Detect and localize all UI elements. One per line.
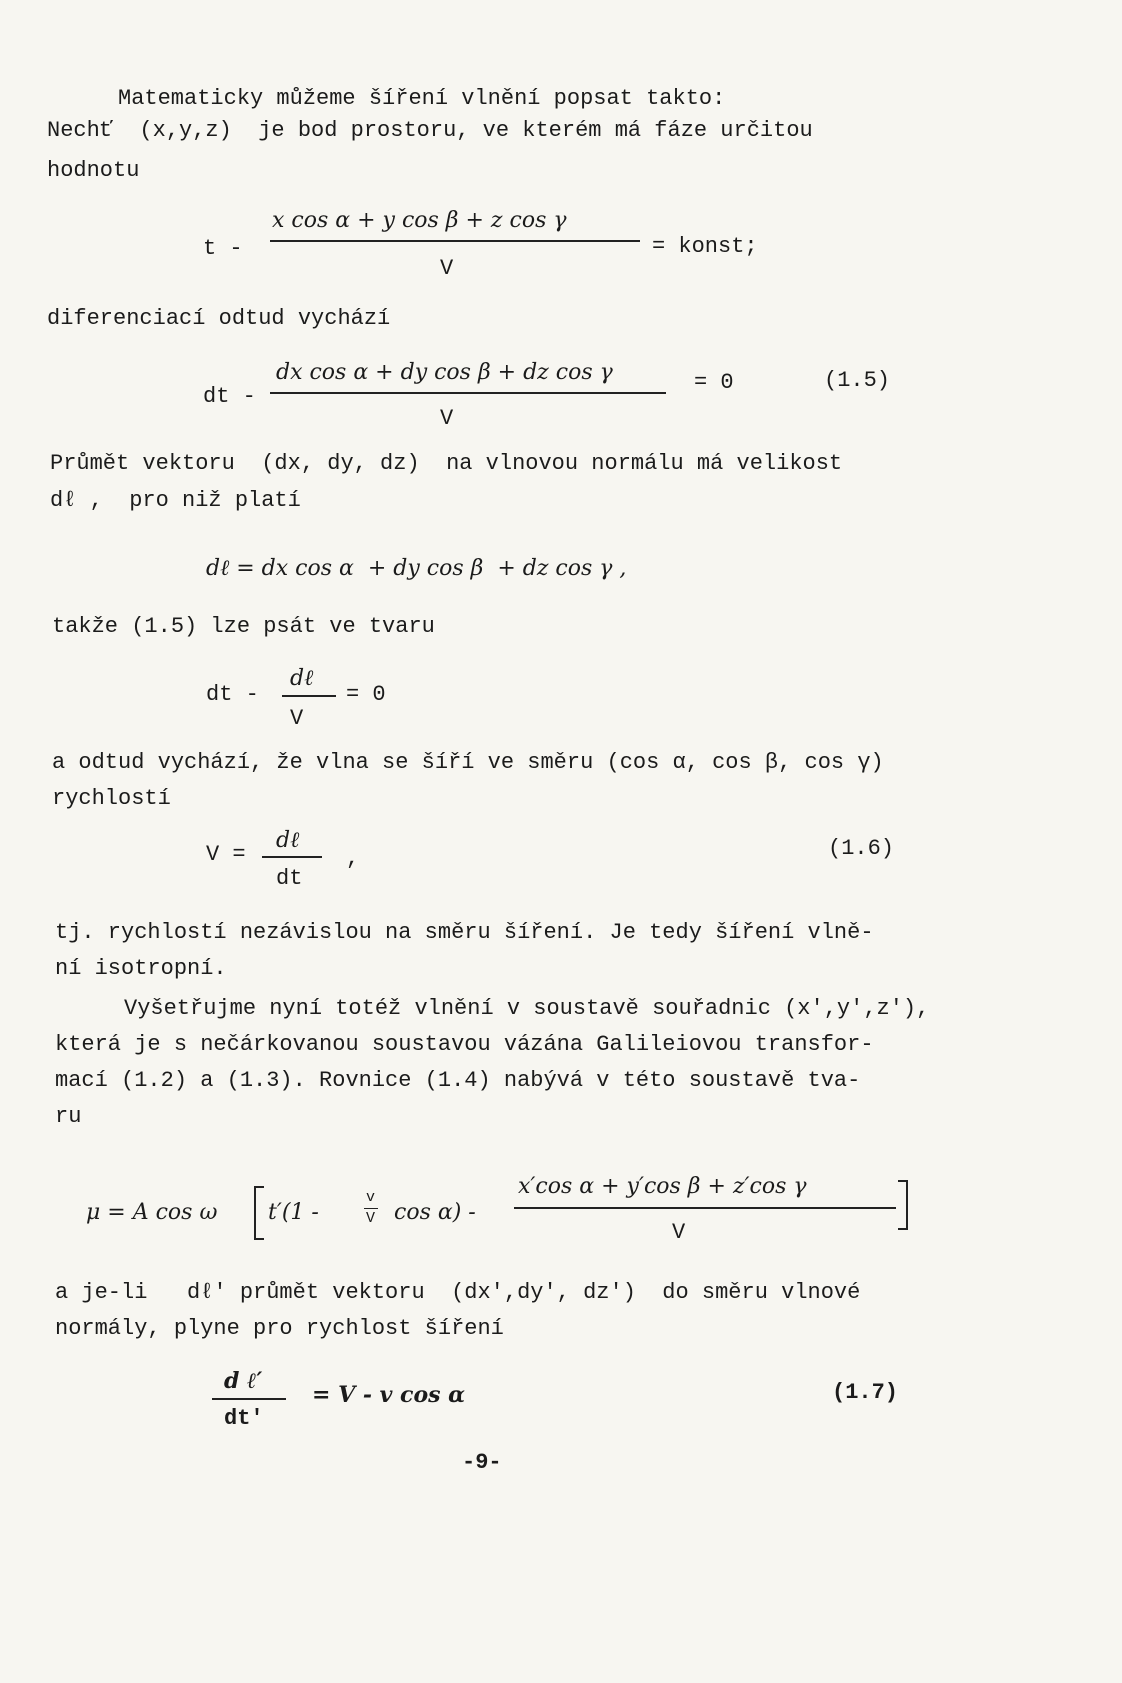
text-line: Průmět vektoru (dx, dy, dz) na vlnovou normálu má velikost xyxy=(50,451,843,476)
equation-rhs: = 0 xyxy=(346,682,386,707)
right-bracket xyxy=(898,1180,908,1230)
text-line: a je-li dℓ′ průmět vektoru (dx′,dy′, dz′) do směru vlnové xyxy=(55,1280,861,1305)
text-line: ru xyxy=(55,1104,82,1129)
intro-line: Matematicky můžeme šíření vlnění popsat takto: xyxy=(118,86,726,111)
text-line: ní isotropní. xyxy=(55,956,227,981)
text-line: takže (1.5) lze psát ve tvaru xyxy=(52,614,435,639)
equation-lhs: V = xyxy=(206,842,246,867)
equation-denominator: V xyxy=(440,406,454,431)
text-line: mací (1.2) a (1.3). Rovnice (1.4) nabývá v této soustavě tva- xyxy=(55,1068,861,1093)
text-line: dℓ , pro niž platí xyxy=(50,488,301,513)
fraction-bar xyxy=(270,392,666,394)
text-line: diferenciací odtud vychází xyxy=(47,306,391,331)
equation-denominator: dt xyxy=(276,866,303,891)
equation-number: (1.6) xyxy=(828,836,895,861)
equation-number: (1.5) xyxy=(824,368,891,393)
equation-numerator: x cos α + y cos β + z cos γ xyxy=(272,208,567,233)
equation-lhs: t - xyxy=(203,236,243,261)
equation-dl: dℓ = dx cos α + dy cos β + dz cos γ , xyxy=(206,556,627,581)
equation-rhs: = 0 xyxy=(694,370,734,395)
fraction-bar xyxy=(212,1398,286,1400)
equation-denominator: V xyxy=(290,706,304,731)
equation-rhs: , xyxy=(346,846,360,871)
equation-rhs: = V - v cos α xyxy=(312,1382,466,1408)
equation-lhs: dt - xyxy=(203,384,256,409)
left-bracket xyxy=(254,1186,264,1240)
fraction-bar xyxy=(270,240,640,242)
text-line: která je s nečárkovanou soustavou vázána Galileiovou transfor- xyxy=(55,1032,874,1057)
equation-denominator: V xyxy=(440,256,454,281)
fraction-bar xyxy=(282,695,336,697)
text-line: a odtud vychází, že vlna se šíří ve směru (cos α, cos β, cos γ) xyxy=(52,750,884,775)
equation-numerator: d ℓ′ xyxy=(224,1368,263,1394)
equation-rhs: = konst; xyxy=(652,234,758,259)
fraction-bar xyxy=(364,1208,378,1209)
text-line: Vyšetřujme nyní totéž vlnění v soustavě souřadnic (x′,y′,z′), xyxy=(124,996,930,1021)
equation-lhs: dt - xyxy=(206,682,259,707)
equation-numerator: dx cos α + dy cos β + dz cos γ xyxy=(276,360,613,385)
equation-denominator: V xyxy=(672,1220,686,1245)
text-line: tj. rychlostí nezávislou na směru šíření. Je tedy šíření vlně- xyxy=(55,920,874,945)
equation-numerator: x′cos α + y′cos β + z′cos γ xyxy=(518,1174,807,1199)
equation-numerator: dℓ xyxy=(290,666,314,691)
equation-numerator: dℓ xyxy=(276,828,300,853)
equation-inner: t′(1 - xyxy=(268,1200,319,1225)
fraction-bar xyxy=(514,1207,896,1209)
equation-number: (1.7) xyxy=(832,1380,899,1405)
equation-denominator: dt′ xyxy=(224,1406,264,1431)
text-line: hodnotu xyxy=(47,158,140,183)
equation-inner-end: cos α) - xyxy=(394,1200,476,1225)
fraction-bar xyxy=(262,856,322,858)
small-fraction-den: V xyxy=(366,1210,376,1227)
equation-lhs: μ = A cos ω xyxy=(86,1200,218,1225)
text-line: rychlostí xyxy=(52,786,171,811)
text-line: Nechť (x,y,z) je bod prostoru, ve kterém má fáze určitou xyxy=(47,118,813,143)
page-number: -9- xyxy=(462,1450,502,1475)
text-line: normály, plyne pro rychlost šíření xyxy=(55,1316,504,1341)
small-fraction-num: v xyxy=(366,1189,376,1206)
